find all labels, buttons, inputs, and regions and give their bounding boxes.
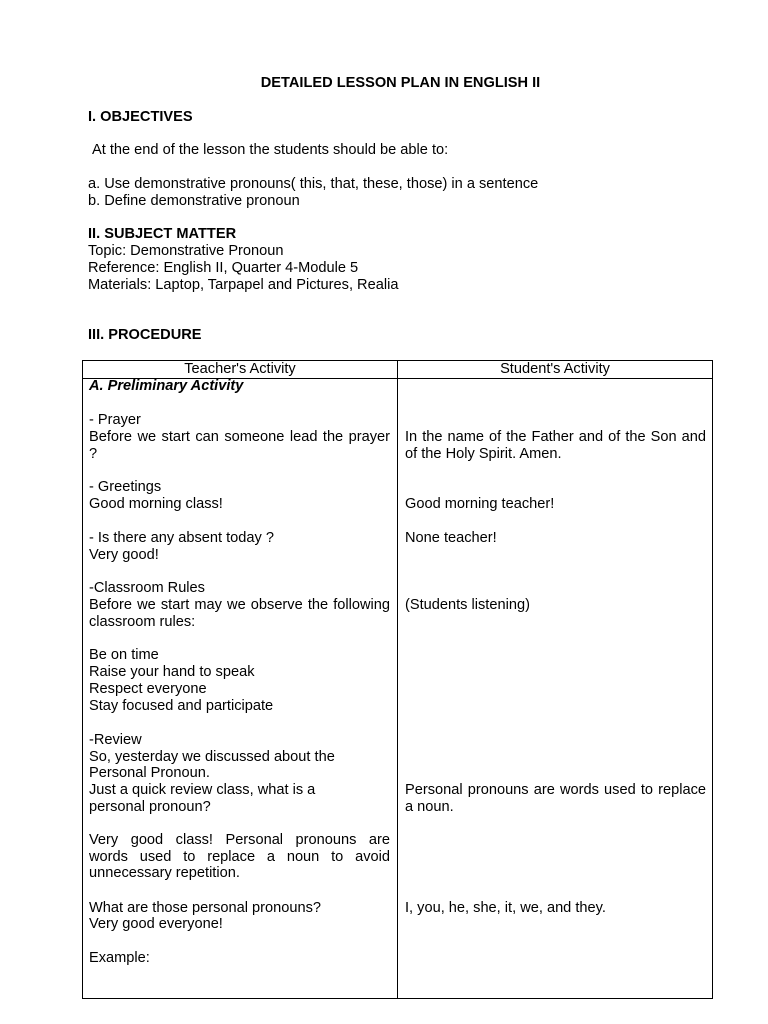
rule-item: Stay focused and participate: [89, 698, 274, 714]
review-line: Just a quick review class, what is a: [89, 782, 316, 798]
review-line: Personal Pronoun.: [89, 765, 210, 781]
preliminary-activity-heading: A. Preliminary Activity: [89, 378, 244, 394]
absent-question: - Is there any absent today ?: [89, 530, 274, 546]
prayer-question: Before we start can someone lead the prayer ?: [89, 429, 390, 462]
subject-materials: Materials: Laptop, Tarpapel and Pictures, Realia: [88, 277, 399, 293]
absent-response: Very good!: [89, 547, 159, 563]
review-answer: Personal pronouns are words used to replace a noun.: [405, 782, 706, 815]
objectives-heading: I. OBJECTIVES: [88, 109, 193, 125]
classroom-rules-answer: (Students listening): [405, 597, 530, 613]
greetings-answer: Good morning teacher!: [405, 496, 555, 512]
personal-pronouns-response: Very good everyone!: [89, 916, 223, 932]
prayer-answer: In the name of the Father and of the Son and of the Holy Spirit. Amen.: [405, 429, 706, 462]
subject-topic: Topic: Demonstrative Pronoun: [88, 243, 284, 259]
rule-item: Respect everyone: [89, 681, 207, 697]
procedure-heading: III. PROCEDURE: [88, 327, 202, 343]
example-label: Example:: [89, 950, 150, 966]
rule-item: Be on time: [89, 647, 159, 663]
prayer-label: - Prayer: [89, 412, 141, 428]
objective-item-b: b. Define demonstrative pronoun: [88, 193, 300, 209]
personal-pronouns-question: What are those personal pronouns?: [89, 900, 322, 916]
greetings-text: Good morning class!: [89, 496, 223, 512]
objectives-intro: At the end of the lesson the students should be able to:: [92, 142, 449, 158]
subject-matter-heading: II. SUBJECT MATTER: [88, 226, 237, 242]
review-label: -Review: [89, 732, 142, 748]
personal-pronouns-answer: I, you, he, she, it, we, and they.: [405, 900, 606, 916]
teacher-activity-header: Teacher's Activity: [184, 361, 296, 377]
classroom-rules-intro: Before we start may we observe the following classroom rules:: [89, 597, 390, 630]
document-title: DETAILED LESSON PLAN IN ENGLISH II: [260, 75, 541, 91]
greetings-label: - Greetings: [89, 479, 162, 495]
procedure-table: [82, 360, 713, 999]
objective-item-a: a. Use demonstrative pronouns( this, that, these, those) in a sentence: [88, 176, 539, 192]
subject-reference: Reference: English II, Quarter 4-Module 5: [88, 260, 359, 276]
review-praise: Very good class! Personal pronouns are words used to replace a noun to avoid unnecessary repetition.: [89, 832, 390, 882]
absent-answer: None teacher!: [405, 530, 497, 546]
column-divider: [397, 361, 398, 998]
review-line: So, yesterday we discussed about the: [89, 749, 335, 765]
classroom-rules-label: -Classroom Rules: [89, 580, 205, 596]
review-line: personal pronoun?: [89, 799, 211, 815]
student-activity-header: Student's Activity: [500, 361, 610, 377]
rule-item: Raise your hand to speak: [89, 664, 255, 680]
